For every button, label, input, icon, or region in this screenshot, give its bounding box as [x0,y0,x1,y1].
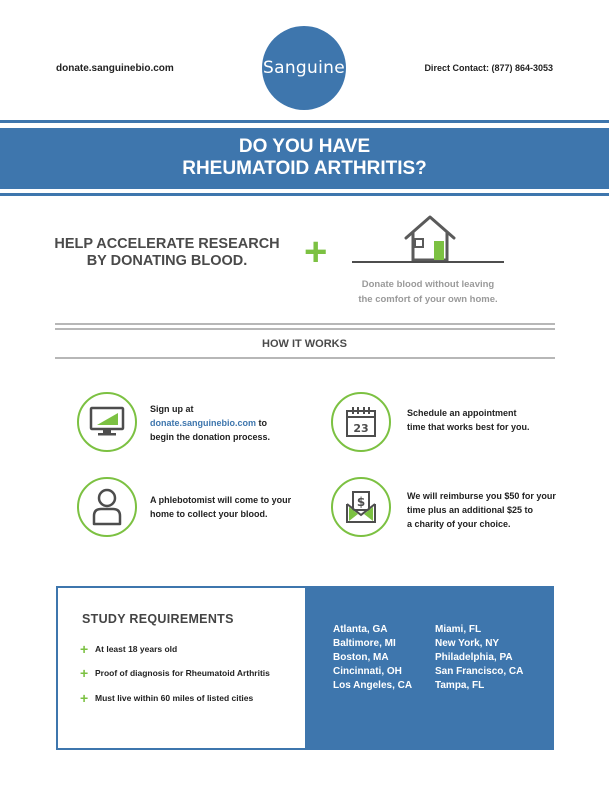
donate-caption [346,277,510,307]
step-2-text [407,406,530,434]
step-4-icon-circle [331,477,391,537]
house-baseline [352,261,504,263]
help-headline [52,236,282,270]
banner-top-line [0,120,609,123]
how-it-works-title: HOW IT WORKS [262,338,347,350]
donate-caption-line-1: Donate blood without leaving [361,279,495,290]
requirement-item [80,665,270,681]
step-1-icon-circle [77,392,137,452]
cities-column-1 [333,623,412,693]
step-3-text [150,493,291,521]
person-icon [91,488,123,526]
banner-line-1: DO YOU HAVE [238,136,371,157]
step-4-line-2: time plus an additional $25 to [407,505,534,515]
step-4-line-1: We will reimburse you $50 for your [407,491,556,501]
requirement-item [80,641,177,657]
city: Los Angeles, CA [333,680,413,691]
step-1-text [150,402,270,444]
city: New York, NY [435,638,500,649]
city: San Francisco, CA [435,666,524,677]
direct-contact: Direct Contact: (877) 864-3053 [424,63,553,73]
step-3-line-2: home to collect your blood. [150,509,268,519]
help-headline-line-2: BY DONATING BLOOD. [86,253,248,269]
donate-caption-line-2: the comfort of your own home. [358,294,498,305]
requirement-item [80,690,253,706]
step-1-line-1: Sign up at [150,404,194,414]
help-headline-line-1: HELP ACCELERATE RESEARCH [54,236,280,252]
divider-top-1 [55,323,555,325]
step-4-text [407,489,556,531]
plus-bullet-icon: + [80,690,89,706]
step-3-line-1: A phlebotomist will come to your [150,495,292,505]
requirements-title: STUDY REQUIREMENTS [82,612,234,626]
sanguine-logo [262,26,346,110]
svg-text:$: $ [356,495,366,509]
city: Atlanta, GA [333,624,388,635]
divider-bottom [55,357,555,359]
step-2-icon-circle [331,392,391,452]
calendar-icon [344,405,378,439]
plus-bullet-icon: + [80,641,89,657]
requirement-text: Must live within 60 miles of listed cities [95,693,254,703]
website-url: donate.sanguinebio.com [56,63,174,74]
headline-banner [0,128,609,189]
signup-link[interactable]: donate.sanguinebio.com [150,418,257,428]
calendar-day: 23 [353,422,369,435]
step-4-line-3: a charity of your choice. [407,519,511,529]
money-envelope-icon [344,490,378,524]
city: Miami, FL [435,624,482,635]
city: Tampa, FL [435,680,485,691]
requirement-text: At least 18 years old [95,644,178,654]
step-2-line-1: Schedule an appointment [407,408,517,418]
city: Baltimore, MI [333,638,396,649]
step-1-line-3: begin the donation process. [150,432,271,442]
city: Boston, MA [333,652,389,663]
step-3-icon-circle [77,477,137,537]
plus-icon: + [304,230,328,274]
banner-bottom-line [0,193,609,196]
requirement-text: Proof of diagnosis for Rheumatoid Arthritis [95,668,270,678]
plus-bullet-icon: + [80,665,89,681]
step-1-line-2-suffix: to [256,418,268,428]
computer-icon [89,406,125,438]
logo-text: Sanguine [263,58,345,78]
house-icon [403,214,457,262]
banner-line-2: RHEUMATOID ARTHRITIS? [182,158,427,179]
cities-column-2 [435,623,523,693]
city: Cincinnati, OH [333,666,402,677]
city: Philadelphia, PA [435,652,513,663]
step-2-line-2: time that works best for you. [407,422,530,432]
divider-top-2 [55,328,555,330]
